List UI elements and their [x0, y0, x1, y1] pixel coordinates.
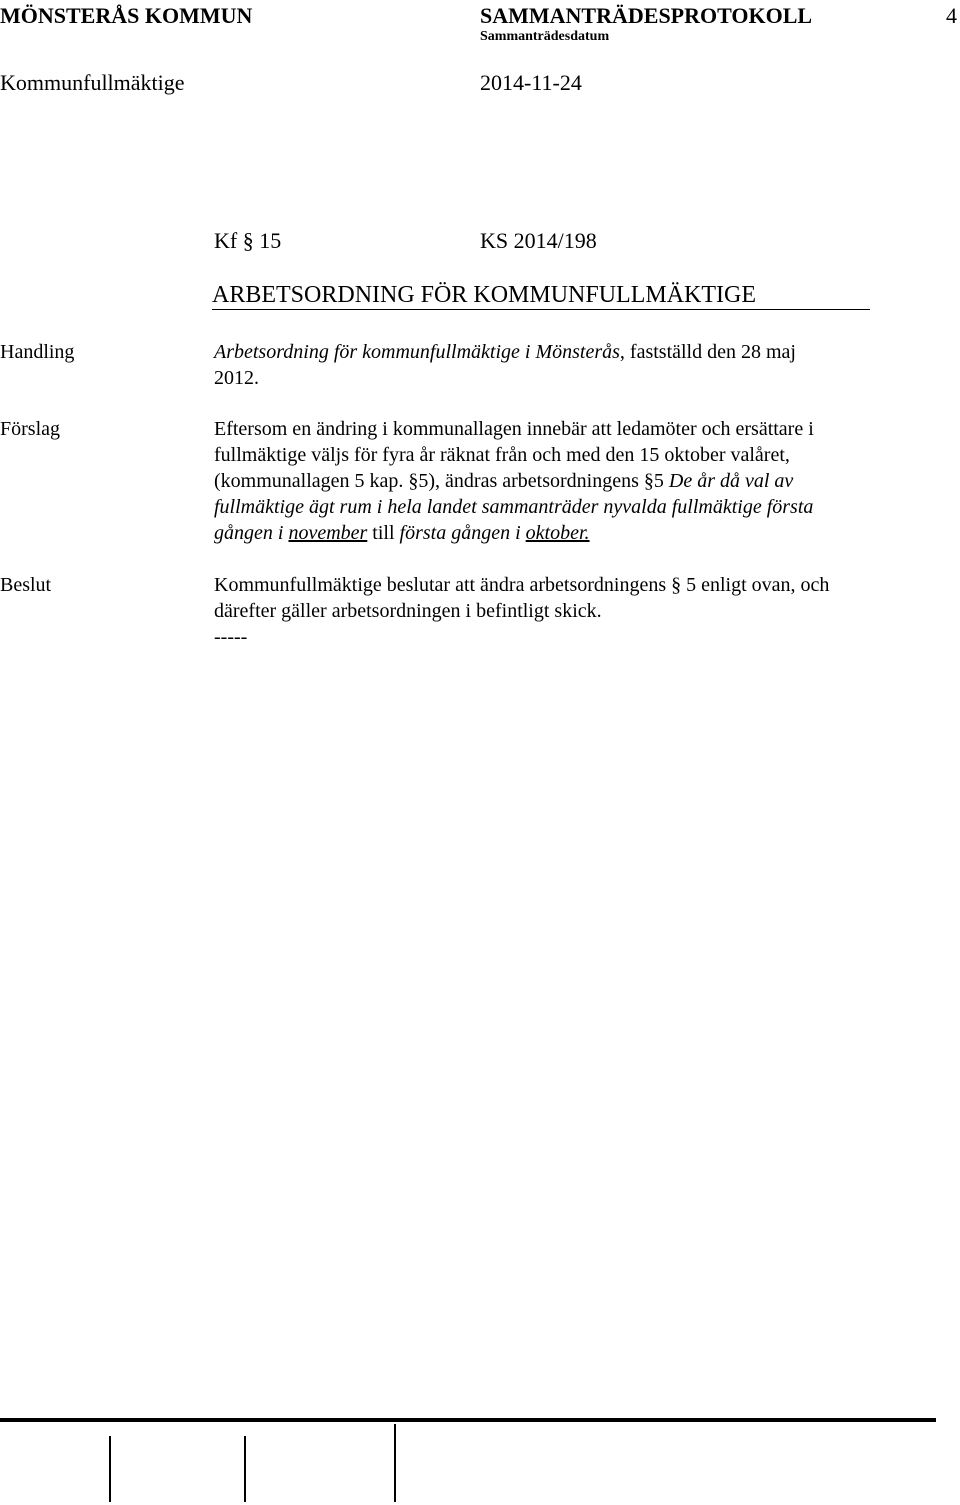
- handling-document-name: Arbetsordning för kommunfullmäktige i Mönsterås: [214, 341, 620, 363]
- footer-rule: [0, 1418, 936, 1422]
- meeting-body: Kommunfullmäktige: [0, 70, 185, 95]
- handling-label: Handling: [0, 341, 75, 363]
- paragraph-reference: Kf § 15: [214, 228, 282, 253]
- title-underline: [212, 309, 870, 310]
- signature-divider: [109, 1436, 111, 1502]
- beslut-label: Beslut: [0, 574, 52, 596]
- signature-divider: [244, 1436, 246, 1502]
- beslut-text: Kommunfullmäktige beslutar att ändra arbetsordningens § 5 enligt ovan, och därefter gäller arbetsordningen i befintligt skick. -----: [214, 574, 830, 648]
- case-number: KS 2014/198: [480, 228, 597, 253]
- item-title: ARBETSORDNING FÖR KOMMUNFULLMÄKTIGE: [212, 282, 757, 308]
- forslag-text: Eftersom en ändring i kommunallagen innebär att ledamöter och ersättare i fullmäktige väljs för fyra år räknat från och med den 15 oktober valåret, (kommunallagen 5 kap. §5), ändras arbetsordningens §5 De år då val av fullmäktige ägt rum i hela landet sammanträder nyvalda fullmäktige första gången i november till första gången i oktober.: [214, 418, 814, 544]
- handling-text: Arbetsordning för kommunfullmäktige i Mönsterås, fastställd den 28 maj 2012.: [214, 341, 796, 389]
- document-type: SAMMANTRÄDESPROTOKOLL: [480, 3, 813, 28]
- forslag-label: Förslag: [0, 418, 60, 440]
- page-number: 4: [946, 3, 957, 28]
- date-label: Sammanträdesdatum: [480, 29, 610, 44]
- meeting-date: 2014-11-24: [480, 70, 582, 95]
- municipality-name: MÖNSTERÅS KOMMUN: [0, 3, 253, 28]
- signature-divider: [394, 1424, 396, 1502]
